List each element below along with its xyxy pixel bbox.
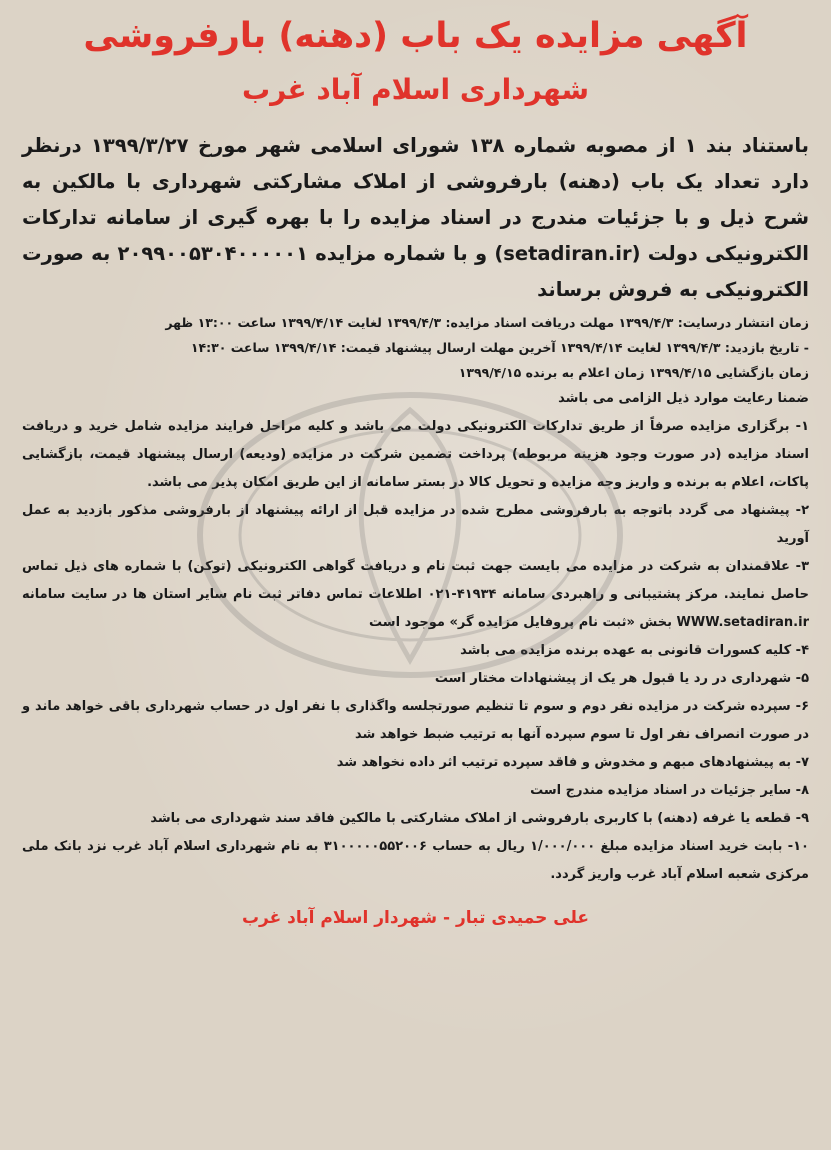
intro-paragraph: باستناد بند ۱ از مصوبه شماره ۱۳۸ شورای اسلامی شهر مورخ ۱۳۹۹/۳/۲۷ درنظر دارد تعداد یک باب (دهنه) بارفروشی از املاک مشارکتی شهرداری با مالکین به شرح ذیل و با جزئیات مندرج در اسناد مزایده را با بهره گیری از سامانه تدارکات الکترونیکی دولت (setadiran.ir) و با شماره مزایده ۲۰۹۹۰۰۵۳۰۴۰۰۰۰۰۱ به صورت الکترونیکی به فروش برساند [22, 134, 809, 301]
schedule-line: زمان انتشار درسایت: ۱۳۹۹/۴/۳ مهلت دریافت اسناد مزایده: ۱۳۹۹/۴/۳ لغایت ۱۳۹۹/۴/۱۴ ساعت ۱۳:۰۰ ظهر [165, 315, 809, 330]
condition-item: ۴- کلیه کسورات قانونی به عهده برنده مزایده می باشد [460, 643, 809, 658]
condition-item: ۱۰- بابت خرید اسناد مزایده مبلغ ۱/۰۰۰/۰۰۰ ریال به حساب ۳۱۰۰۰۰۰۵۵۲۰۰۶ به نام شهرداری اسلام آباد غرب نزد بانک ملی مرکزی شعبه اسلام آباد غرب واریز گردد. [22, 839, 809, 882]
conditions-heading: ضمنا رعایت موارد ذیل الزامی می باشد [558, 391, 809, 406]
signature: علی حمیدی تبار - شهردار اسلام آباد غرب [241, 908, 590, 928]
schedule-line: - تاریخ بازدید: ۱۳۹۹/۴/۳ لغایت ۱۳۹۹/۴/۱۴ آخرین مهلت ارسال پیشنهاد قیمت: ۱۳۹۹/۴/۱۴ ساعت ۱۴:۳۰ [190, 340, 809, 355]
condition-item: ۷- به پیشنهادهای مبهم و مخدوش و فاقد سپرده ترتیب اثر داده نخواهد شد [336, 755, 809, 770]
condition-item: ۶- سپرده شرکت در مزایده نفر دوم و سوم تا تنظیم صورتجلسه واگذاری با نفر اول در حساب شهرداری باقی خواهد ماند و در صورت انصراف نفر اول تا سوم سپرده آنها به ترتیب ضبط خواهد شد [22, 699, 809, 742]
ad-subtitle: شهرداری اسلام آباد غرب [241, 73, 590, 106]
schedule-block [22, 310, 809, 385]
condition-item: ۹- قطعه یا غرفه (دهنه) با کاربری بارفروشی از املاک مشارکتی با مالکین فاقد سند شهرداری می باشد [150, 811, 809, 826]
condition-item: ۸- سایر جزئیات در اسناد مزایده مندرج است [530, 783, 809, 798]
condition-item: ۵- شهرداری در رد یا قبول هر یک از پیشنهادات مختار است [434, 671, 809, 686]
conditions-list [22, 413, 809, 889]
ad-title: آگهی مزایده یک باب (دهنه) بارفروشی [83, 16, 748, 56]
condition-item: ۳- علاقمندان به شرکت در مزایده می بایست جهت ثبت نام و دریافت گواهی الکترونیکی (توکن) با شماره های ذیل تماس حاصل نمایند. مرکز پشتیبانی و راهبردی سامانه ۴۱۹۳۴-۰۲۱ اطلاعات تماس دفاتر ثبت نام سایر استان ها در سایت سامانه WWW.setadiran.ir بخش «ثبت نام پروفایل مزایده گر» موجود است [22, 559, 809, 630]
schedule-line: زمان بازگشایی ۱۳۹۹/۴/۱۵ زمان اعلام به برنده ۱۳۹۹/۴/۱۵ [458, 365, 809, 380]
condition-item: ۱- برگزاری مزایده صرفاً از طریق تدارکات الکترونیکی دولت می باشد و کلیه مراحل فرایند مزایده شامل خرید و دریافت اسناد مزایده (در صورت وجود هزینه مربوطه) پرداخت تضمین شرکت در مزایده (ودیعه) ارسال پیشنهاد قیمت، بازگشایی پاکات، اعلام به برنده و واریز وجه مزایده و تحویل کالا در بستر سامانه از این طریق امکان پذیر می باشد. [22, 419, 809, 490]
condition-item: ۲- پیشنهاد می گردد باتوجه به بارفروشی مطرح شده در مزایده قبل از ارائه پیشنهاد از بارفروشی مذکور بازدید به عمل آورید [22, 503, 809, 546]
